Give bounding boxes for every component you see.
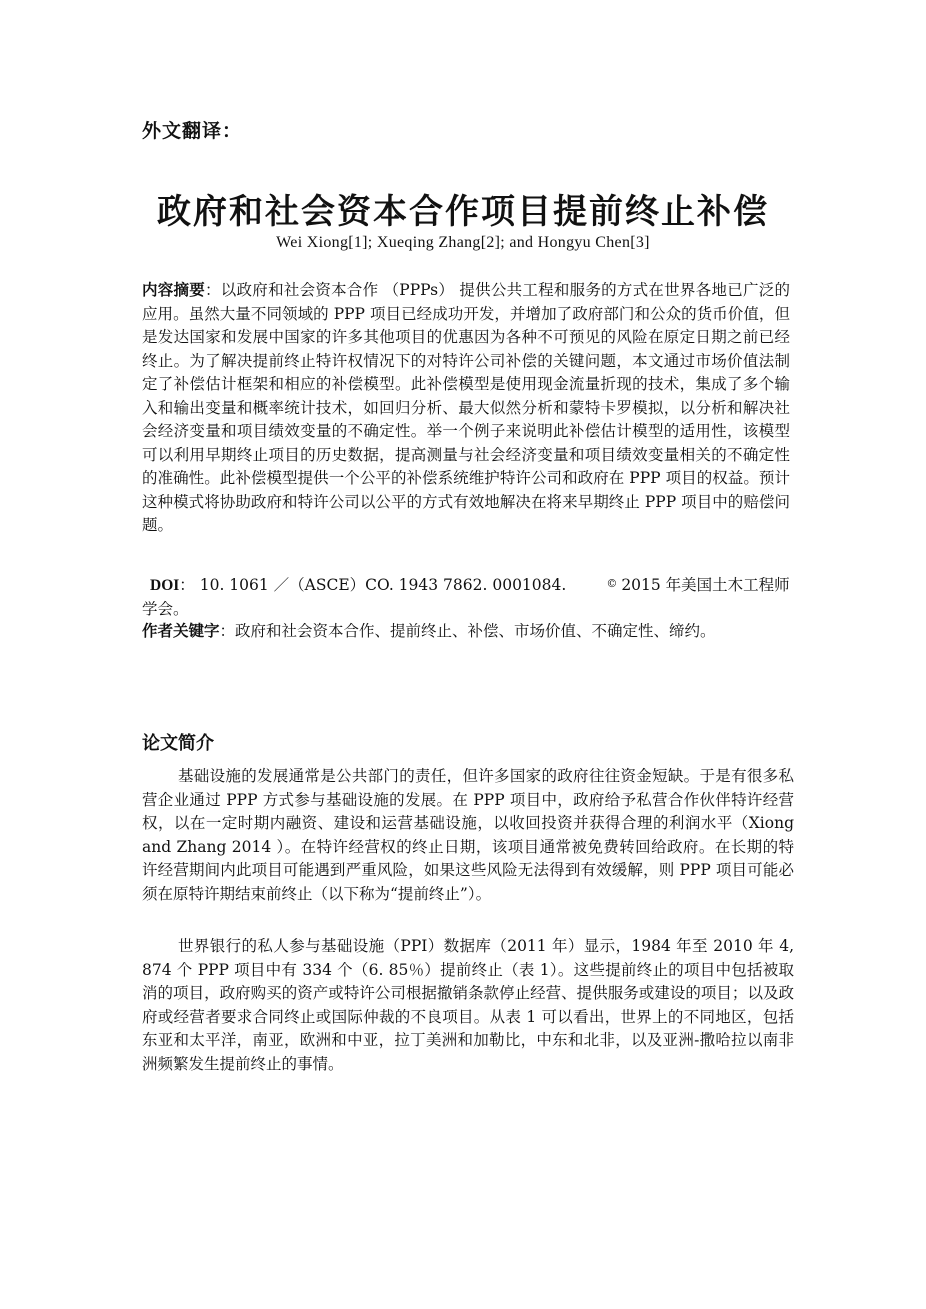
intro-paragraph-1: 基础设施的发展通常是公共部门的责任，但许多国家的政府往往资金短缺。于是有很多私营企业通过 PPP 方式参与基础设施的发展。在 PPP 项目中，政府给予私营合作伙伴特许经营权，以在一定时期内融资、建设和运营基础设施，以收回投资并获得合理的利润水平（Xiong and Zhang 2014 ）。在特许经营权的终止日期，该项目通常被免费转回给政府。在长期的特许经营期间内此项目可能遇到严重风险，如果这些风险无法得到有效缓解，则 PPP 项目可能必须在原特许期结束前终止（以下称为“提前终止”）。 [142,767,794,903]
intro-paragraph-2: 世界银行的私人参与基础设施（PPI）数据库（2011 年）显示，1984 年至 2010 年 4, 874 个 PPP 项目中有 334 个（6. 85％）提前终止（表 1）。这些提前终止的项目中包括被取消的项目，政府购买的资产或特许公司根据撤销条款停止经营、提供服务或建设的项目；以及政府或经营者要求合同终止或国际仲裁的不良项目。从表 1 可以看出，世界上的不同地区，包括东亚和太平洋，南亚，欧洲和中亚，拉丁美洲和加勒比，中东和北非，以及亚洲-撒哈拉以南非洲频繁发生提前终止的事情。 [142,937,794,1073]
keywords-block [142,620,790,644]
copyright-symbol: © [606,577,618,590]
author-list: Wei Xiong[1]; Xueqing Zhang[2]; and Hongyu Chen[3] [276,234,650,251]
abstract-block [142,279,790,538]
paper-title: 政府和社会资本合作项目提前终止补偿 [157,192,769,232]
section-label: 外文翻译： [142,120,243,142]
doi-line [142,572,790,621]
doi-value: ： 10. 1061 ／（ASCE）CO. 1943 7862. 0001084. [179,576,567,594]
keywords-label: 作者关键字 [142,622,220,640]
doi-label: DOI [150,577,180,594]
abstract-text: 以政府和社会资本合作 （PPPs） 提供公共工程和服务的方式在世界各地已广泛的应用。虽然大量不同领域的 PPP 项目已经成功开发，并增加了政府部门和公众的货币价值，但是发达国家和发展中国家的许多其他项目的优惠因为各种不可预见的风险在原定日期之前已经终止。为了解决提前终止特许权情况下的对特许公司补偿的关键问题，本文通过市场价值法制定了补偿估计框架和相应的补偿模型。此补偿模型是使用现金流量折现的技术，集成了多个输入和输出变量和概率统计技术，如回归分析、最大似然分析和蒙特卡罗模拟，以分析和解决社会经济变量和项目绩效变量的不确定性。举一个例子来说明此补偿估计模型的适用性，该模型可以利用早期终止项目的历史数据，提高测量与社会经济变量和项目绩效变量相关的不确定性的准确性。此补偿模型提供一个公平的补偿系统维护特许公司和政府在 PPP 项目的权益。预计这种模式将协助政府和特许公司以公平的方式有效地解决在将来早期终止 PPP 项目中的赔偿问题。 [142,281,790,534]
abstract-label: 内容摘要 [142,281,206,299]
keywords-separator: ： [219,622,236,640]
keywords-text: 政府和社会资本合作、提前终止、补偿、市场价值、不确定性、缔约。 [235,622,716,640]
abstract-separator: ： [205,281,221,299]
intro-heading: 论文简介 [142,733,214,754]
copyright-text: 2015 年美国土木工程师学会。 [142,576,790,618]
